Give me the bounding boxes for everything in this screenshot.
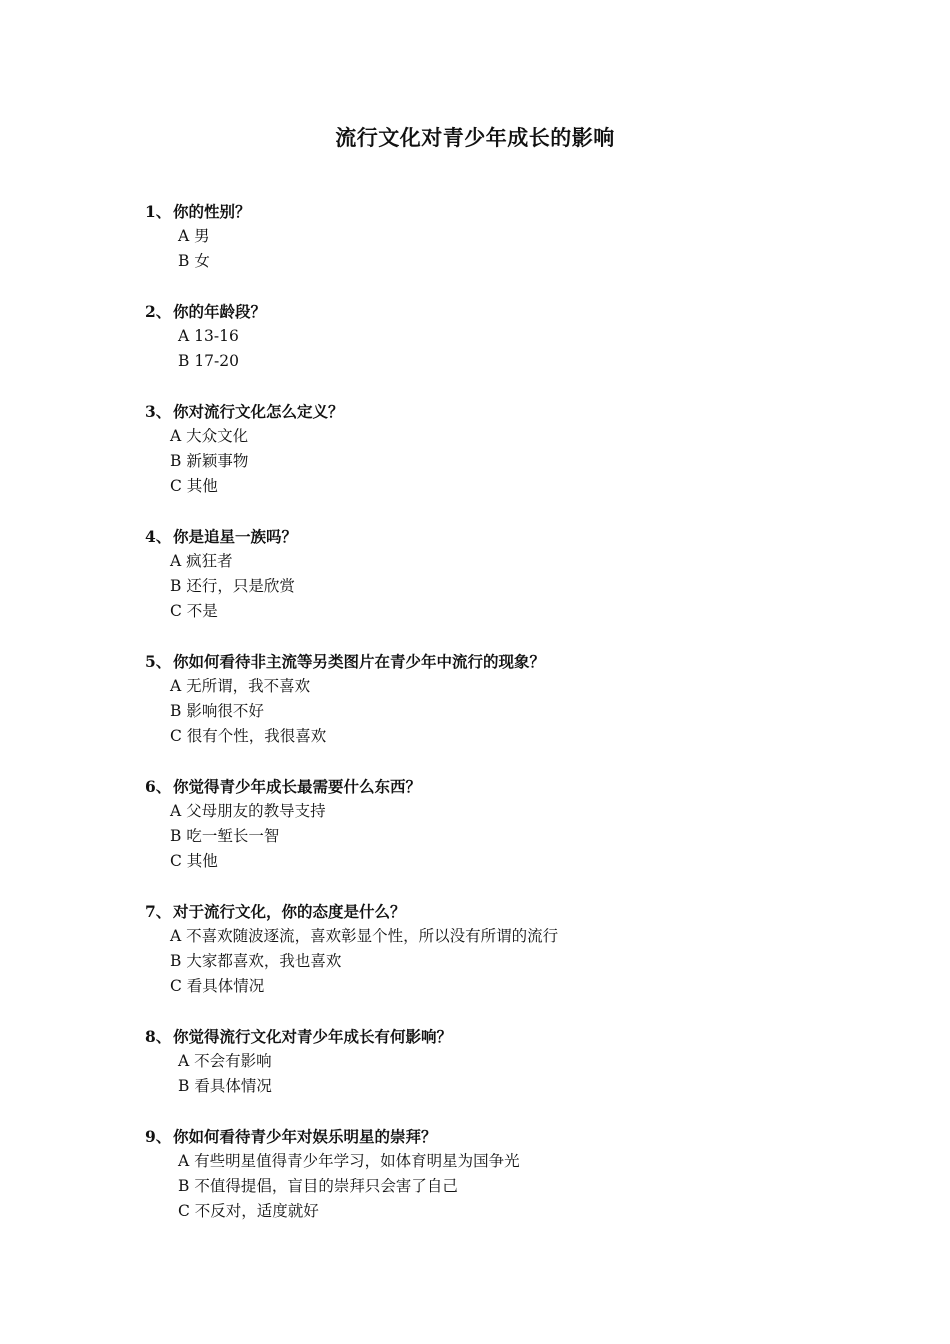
answer-option: A 不会有影响 (178, 1052, 272, 1070)
question-block (145, 1124, 845, 1224)
question-block (145, 399, 845, 499)
answer-option: A 有些明星值得青少年学习，如体育明星为国争光 (178, 1152, 520, 1170)
question-number: 9、 (145, 1127, 172, 1146)
question-text: 你觉得流行文化对青少年成长有何影响？ (173, 1027, 453, 1046)
answer-option: A 不喜欢随波逐流，喜欢彰显个性，所以没有所谓的流行 (170, 927, 559, 945)
answer-option: B 大家都喜欢，我也喜欢 (170, 952, 342, 970)
answer-option: C 其他 (170, 852, 218, 870)
question-text: 你是追星一族吗？ (173, 527, 298, 546)
option-list (145, 674, 845, 749)
question-text: 你的性别？ (173, 202, 251, 221)
question-block (145, 649, 845, 749)
answer-option: B 看具体情况 (178, 1077, 272, 1095)
question-line (145, 774, 845, 799)
question-text: 对于流行文化，你的态度是什么？ (173, 902, 406, 921)
answer-option: A 13-16 (178, 327, 239, 345)
question-block (145, 299, 845, 374)
question-line (145, 524, 845, 549)
question-line (145, 199, 845, 224)
question-number: 6、 (145, 777, 172, 796)
question-block (145, 199, 845, 274)
question-number: 1、 (145, 202, 172, 221)
option-list (145, 924, 845, 999)
question-text: 你如何看待非主流等另类图片在青少年中流行的现象？ (173, 652, 546, 671)
option-list (145, 324, 845, 374)
answer-option: C 很有个性，我很喜欢 (170, 727, 327, 745)
question-text: 你觉得青少年成长最需要什么东西？ (173, 777, 422, 796)
question-line (145, 1024, 845, 1049)
answer-option: B 17-20 (178, 352, 240, 370)
question-number: 2、 (145, 302, 172, 321)
answer-option: A 疯狂者 (170, 552, 233, 570)
answer-option: B 新颖事物 (170, 452, 249, 470)
answer-option: A 男 (178, 227, 210, 245)
option-list (145, 1049, 845, 1099)
option-list (145, 224, 845, 274)
question-number: 8、 (145, 1027, 172, 1046)
question-line (145, 899, 845, 924)
answer-option: B 影响很不好 (170, 702, 264, 720)
question-block (145, 1024, 845, 1099)
question-line (145, 1124, 845, 1149)
document-title: 流行文化对青少年成长的影响 (335, 125, 615, 150)
question-number: 4、 (145, 527, 172, 546)
question-block (145, 524, 845, 624)
question-number: 7、 (145, 902, 172, 921)
option-list (145, 1149, 845, 1224)
option-list (145, 549, 845, 624)
answer-option: A 大众文化 (170, 427, 249, 445)
answer-option: C 看具体情况 (170, 977, 265, 995)
question-list (145, 199, 845, 1249)
question-text: 你的年龄段？ (173, 302, 267, 321)
answer-option: C 其他 (170, 477, 218, 495)
answer-option: A 父母朋友的教导支持 (170, 802, 326, 820)
answer-option: B 不值得提倡，盲目的崇拜只会害了自己 (178, 1177, 458, 1195)
question-number: 3、 (145, 402, 172, 421)
question-text: 你如何看待青少年对娱乐明星的崇拜？ (173, 1127, 437, 1146)
question-line (145, 399, 845, 424)
answer-option: B 女 (178, 252, 210, 270)
question-line (145, 649, 845, 674)
answer-option: B 吃一堑长一智 (170, 827, 280, 845)
answer-option: A 无所谓，我不喜欢 (170, 677, 311, 695)
answer-option: C 不反对，适度就好 (178, 1202, 319, 1220)
question-text: 你对流行文化怎么定义？ (173, 402, 344, 421)
option-list (145, 424, 845, 499)
question-block (145, 899, 845, 999)
option-list (145, 799, 845, 874)
question-number: 5、 (145, 652, 172, 671)
question-line (145, 299, 845, 324)
answer-option: B 还行，只是欣赏 (170, 577, 295, 595)
answer-option: C 不是 (170, 602, 218, 620)
question-block (145, 774, 845, 874)
